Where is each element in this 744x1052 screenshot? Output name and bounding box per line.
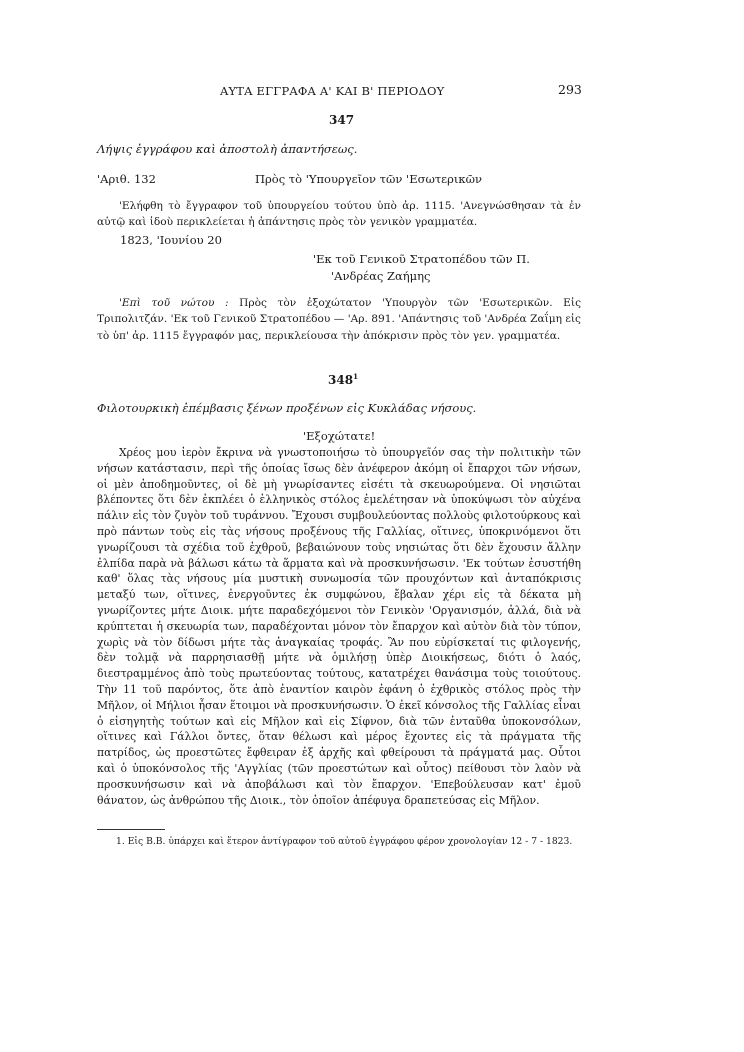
document-347-subject: Λήψις ἐγγράφου καὶ ἀποστολὴ ἀπαντήσεως.	[97, 142, 358, 156]
document-348-salutation: 'Εξοχώτατε!	[303, 429, 376, 443]
document-347-reference: 'Αριθ. 132	[97, 172, 156, 186]
document-347-date: 1823, 'Ιουνίου 20	[120, 233, 222, 247]
document-348-subject: Φιλοτουρκικὴ ἐπέμβασις ξένων προξένων εἰς Κυκλάδας νήσους.	[97, 401, 477, 415]
footnote-rule	[97, 829, 165, 830]
document-347-body	[97, 198, 581, 230]
document-347-signature-name: 'Ανδρέας Ζαήμης	[331, 269, 431, 283]
document-348-number-text: 348	[328, 373, 354, 387]
document-347-signature-place: 'Εκ τοῦ Γενικοῦ Στρατοπέδου τῶν Π.	[313, 252, 530, 266]
footnote-marker: 1	[353, 372, 358, 381]
document-347-recipient: Πρὸς τὸ 'Υπουργεῖον τῶν 'Εσωτερικῶν	[255, 172, 482, 186]
footnote-marker-label: 1.	[116, 836, 125, 847]
verso-label: 'Επὶ τοῦ νώτου :	[119, 297, 229, 309]
page-number: 293	[558, 82, 582, 97]
document-number-348	[328, 373, 358, 387]
document-347-verso	[97, 295, 581, 344]
footnote	[116, 836, 572, 847]
document-348-body-text: Χρέος μου ἱερὸν ἔκρινα νὰ γνωστοποιήσω τὸ ὑπουργεῖόν σας τὴν πολιτικὴν τῶν νήσων κατάστασιν, περὶ τῆς ὁποίας ἴσως δὲν ἀνέφερον ἀκόμη οἱ ἔπαρχοι τῶν νήσων, οἱ μὲν ἀποδημοῦντες, οἱ δὲ μὴ γνωρίσαντες εἰσέτι τὰ σκευωρούμενα. Οἱ νησιῶται βλέποντες ὅτι δὲν ἐκπλέει ὁ ἑλληνικὸς στόλος ἐμελέτησαν νὰ ὑποκύψωσι τὸν αὐχένα πάλιν εἰς τὸν ζυγὸν τοῦ τυράννου. Ἔχουσι συμβουλεύοντας πολλοὺς φιλοτούρκους καὶ πρὸ πάντων τοὺς εἰς τὰς νήσους προξένους τῆς Γαλλίας, οἵτινες, ὑποκρινόμενοι ὅτι γνωρίζουσι τὰ σχέδια τοῦ ἐχθροῦ, βεβαιώνουν τοὺς νησιώτας ὅτι δὲν ἔχουσιν ἄλλην ἐλπίδα παρὰ νὰ βάλωσι κάτω τὰ ἅρματα καὶ νὰ προσκυνήσωσιν. 'Εκ τούτων ἐσυστήθη καθ' ὅλας τὰς νήσους μία μυστικὴ συνωμοσία τῶν προυχόντων καὶ ἀνταπόκρισις μεταξύ των, οἵτινες, ἐνεργοῦντες ἐκ συμφώνου, ἔβαλαν χέρι εἰς τὰ δέκατα μὴ γνωρίζοντες μήτε Διοικ. μήτε παραδεχόμενοι τὸν Γενικὸν 'Οργανισμόν, ἀλλά, διὰ νὰ κρύπτεται ἡ σκευωρία των, παραδέχονται μόνον τὸν ἔπαρχον καὶ αὐτὸν διὰ τὸν τύπον, χωρὶς νὰ τὸν δίδωσι μήτε τὰς ἀναγκαίας τροφάς. Ἂν που εὑρίσκεταί τις φιλογενής, δὲν τολμᾷ νὰ παρρησιασθῇ μήτε νὰ ὁμιλήσῃ ὑπὲρ Διοικήσεως, διότι ὁ λαός, διεστραμμένος ἀπὸ τοὺς πρωτεύοντας τούτους, κατατρέχει θανάσιμα τοὺς τοιούτους. Τὴν 11 τοῦ παρόντος, ὅτε ἀπὸ ἐναντίον καιρὸν ἐφάνη ὁ ἐχθρικὸς στόλος πρὸς τὴν Μῆλον, οἱ Μήλιοι ἦσαν ἕτοιμοι νὰ προσκυνήσωσιν. Ὁ ἐκεῖ κόνσολος τῆς Γαλλίας εἶναι ὁ εἰσηγητὴς τούτων καὶ εἰς Μῆλον καὶ εἰς Σίφνον, διὰ τῶν ἐνταῦθα ὑποκονσόλων, οἵτινες καὶ Γάλλοι ὄντες, ὅταν θέλωσι καὶ μέρος ἔχοντες εἰς τὰ πράγματα τῆς πατρίδος, ὡς προεστῶτες ἔφθειραν ἐξ ἀρχῆς καὶ φθείρουσι τὰ πράγματά μας. Οὗτοι καὶ ὁ ὑποκόνσολος τῆς 'Αγγλίας (τῶν προεστώτων καὶ οὗτος) πείθουσι τὸν λαὸν νὰ προσκυνήσωσιν καὶ νὰ ἀποβάλωσι καὶ τὸν ἔπαρχον. 'Επεβούλευσαν κατ' ἐμοῦ θάνατον, ὡς ἀνθρώπου τῆς Διοικ., τὸν ὁποῖον ἀπέφυγα δραπετεύσας εἰς Μῆλον.	[97, 446, 581, 807]
document-347-body-text: 'Ελήφθη τὸ ἔγγραφον τοῦ ὑπουργείου τούτου ὑπὸ ἀρ. 1115. 'Ανεγνώσθησαν τὰ ἐν αὐτῷ καὶ ἰδοὺ περικλείεται ἡ ἀπάντησις πρὸς τὸν γενικὸν γραμματέα.	[97, 200, 581, 228]
footnote-text: Εἰς Β.Β. ὑπάρχει καὶ ἕτερον ἀντίγραφον τοῦ αὐτοῦ ἐγγράφου φέρον χρονολογίαν 12 - 7 - 1823.	[127, 836, 573, 847]
document-348-body	[97, 445, 581, 808]
verso-text: Πρὸς τὸν ἐξοχώτατον 'Υπουργὸν τῶν 'Εσωτερικῶν. Εἰς Τριπολιτζάν. 'Εκ τοῦ Γενικοῦ Στρατοπέδου — 'Αρ. 891. 'Απάντησις τοῦ 'Ανδρέα Ζαΐμη εἰς τὸ ὑπ' ἀρ. 1115 ἔγγραφόν μας, περικλείουσα τὴν ἀπόκρισιν πρὸς τὸν γεν. γραμματέα.	[97, 297, 581, 342]
running-title: ΑΥΤΑ ΕΓΓΡΑΦΑ Α' ΚΑΙ Β' ΠΕΡΙΟΔΟΥ	[220, 84, 445, 98]
document-number-347: 347	[329, 113, 355, 127]
